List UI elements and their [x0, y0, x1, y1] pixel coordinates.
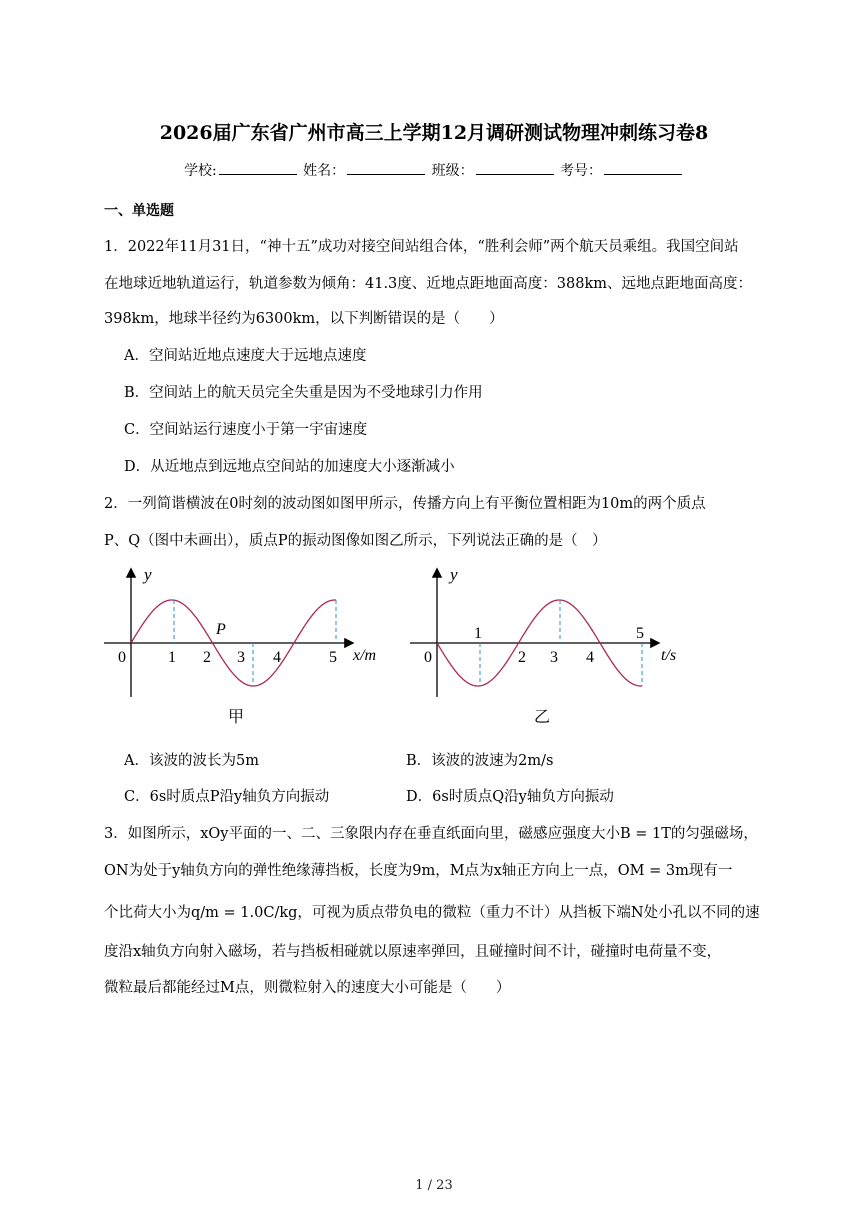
tick-label: 4	[586, 649, 594, 666]
q3-line-4: 度沿x轴负方向射入磁场，若与挡板相碰就以原速率弹回，且碰撞时间不计，碰撞时电荷量不变，	[104, 944, 722, 960]
y-axis-label: y	[450, 565, 458, 584]
tick-label: 5	[329, 649, 337, 666]
tick-label: 1	[168, 649, 176, 666]
class-label: 班级：	[431, 163, 474, 179]
origin-label: 0	[424, 649, 432, 666]
x-axis-label: x/m	[353, 647, 377, 664]
tick-label: 3	[550, 649, 558, 666]
q3-line-5: 微粒最后都能经过M点，则微粒射入的速度大小可能是（ ）	[104, 980, 511, 996]
point-p-label: P	[216, 621, 226, 638]
wave-figure-jia	[100, 562, 400, 734]
tick-label: 1	[474, 625, 482, 642]
tick-label: 4	[273, 649, 281, 666]
student-info-line	[0, 160, 868, 180]
q1-option-c: C．空间站运行速度小于第一宇宙速度	[124, 422, 368, 438]
q3-line-1: 3．如图所示，xOy平面的一、二、三象限内存在垂直纸面向里，磁感应强度大小B = 1T的匀强磁场，	[104, 826, 758, 842]
q1-option-a: A．空间站近地点速度大于远地点速度	[124, 348, 367, 364]
y-axis-label: y	[144, 565, 152, 584]
tick-label: 2	[518, 649, 526, 666]
origin-label: 0	[118, 649, 126, 666]
page-indicator: 1 / 23	[415, 1178, 453, 1193]
figure-caption: 甲	[228, 709, 245, 726]
tick-label: 5	[636, 625, 644, 642]
t-axis-label: t/s	[661, 647, 677, 664]
vibration-figure-yi	[406, 562, 706, 734]
figure-caption: 乙	[534, 709, 551, 726]
q2-line-1: 2．一列简谐横波在0时刻的波动图如图甲所示，传播方向上有平衡位置相距为10m的两个质点	[104, 496, 706, 512]
q2-option-d: D．6s时质点Q沿y轴负方向振动	[406, 789, 614, 805]
q2-option-b: B．该波的波速为2m/s	[406, 753, 554, 769]
q3-line-2: ON为处于y轴负方向的弹性绝缘薄挡板，长度为9m，M点为x轴正方向上一点，OM = 3m现有一	[104, 863, 733, 879]
tick-label: 3	[237, 649, 245, 666]
name-label: 姓名：	[303, 163, 346, 179]
q2-option-c: C．6s时质点P沿y轴负方向振动	[124, 789, 330, 805]
class-blank	[476, 160, 554, 175]
name-blank	[347, 160, 425, 175]
exam-no-blank	[604, 160, 682, 175]
section-heading: 一、单选题	[104, 203, 174, 219]
school-blank	[219, 160, 297, 175]
q1-line-3: 398km，地球半径约为6300km，以下判断错误的是（ ）	[104, 311, 504, 327]
q1-line-2: 在地球近地轨道运行，轨道参数为倾角：41.3度、近地点距地面高度：388km、远地点距地面高度：	[104, 276, 752, 292]
q2-line-2: P、Q（图中未画出），质点P的振动图像如图乙所示，下列说法正确的是（ ）	[104, 533, 607, 549]
exam-no-label: 考号：	[560, 163, 603, 179]
q1-option-b: B．空间站上的航天员完全失重是因为不受地球引力作用	[124, 385, 483, 401]
q1-option-d: D．从近地点到远地点空间站的加速度大小逐渐减小	[124, 459, 455, 475]
q1-line-1: 1．2022年11月31日，“神十五”成功对接空间站组合体，“胜利会师”两个航天员乘组。我国空间站	[104, 239, 739, 255]
q2-option-a: A．该波的波长为5m	[124, 753, 259, 769]
q3-line-3: 个比荷大小为q/m = 1.0C/kg，可视为质点带负电的微粒（重力不计）从挡板下端N处小孔以不同的速	[104, 905, 760, 921]
tick-label: 2	[203, 649, 211, 666]
document-title: 2026届广东省广州市高三上学期12月调研测试物理冲刺练习卷8	[159, 122, 709, 144]
school-label: 学校:	[183, 163, 217, 179]
